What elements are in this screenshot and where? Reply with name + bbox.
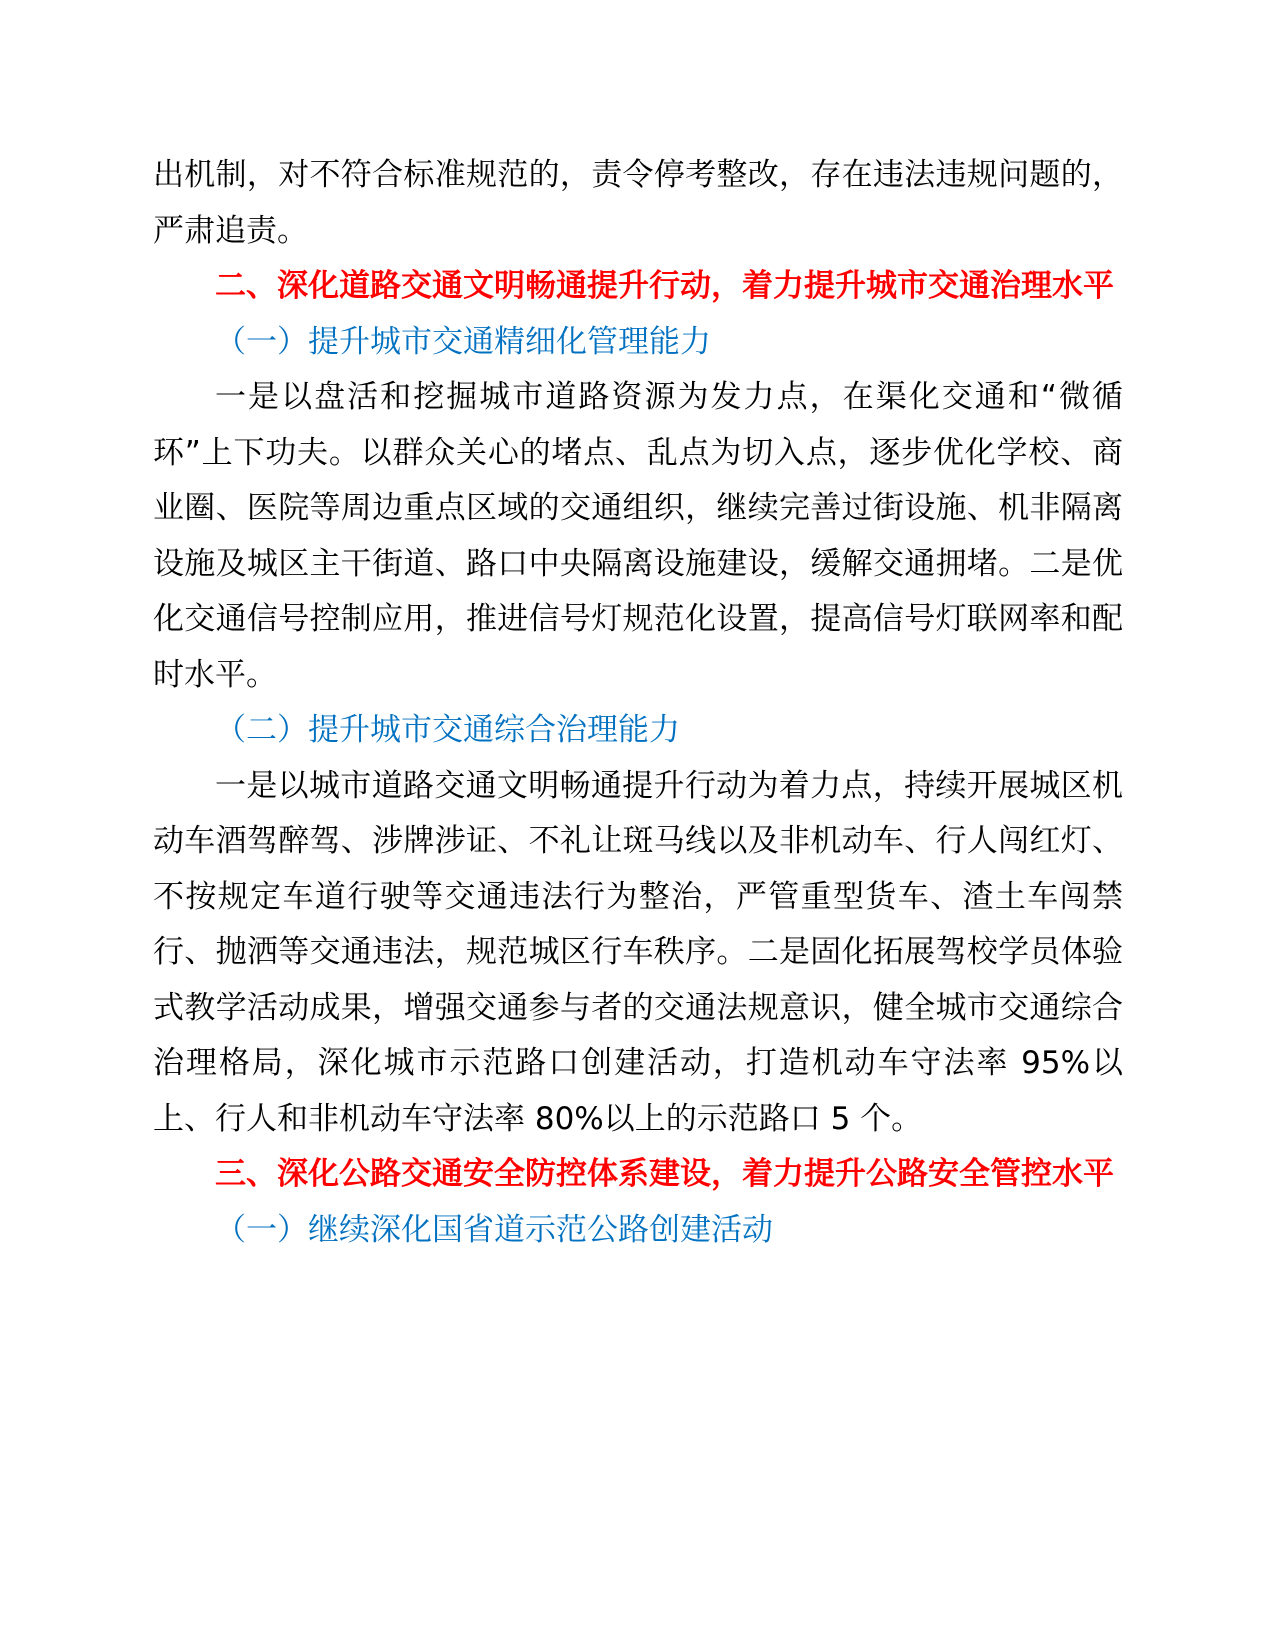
section-heading-3: 三、深化公路交通安全防控体系建设，着力提升公路安全管控水平 (215, 1156, 1114, 1192)
document-page (153, 148, 1123, 1258)
body-paragraph: 一是以盘活和挖掘城市道路资源为发力点，在渠化交通和“微循环”上下功夫。以群众关心的堵点、乱点为切入点，逐步优化学校、商业圈、医院等周边重点区域的交通组织，继续完善过街设施、机非隔离设施及城区主干街道、路口中央隔离设施建设，缓解交通拥堵。二是优化交通信号控制应用，推进信号灯规范化设置，提高信号灯联网率和配时水平。 (153, 379, 1123, 693)
body-paragraph: 一是以城市道路交通文明畅通提升行动为着力点，持续开展城区机动车酒驾醉驾、涉牌涉证、不礼让斑马线以及非机动车、行人闯红灯、不按规定车道行驶等交通违法行为整治，严管重型货车、渣土车闯禁行、抛洒等交通违法，规范城区行车秩序。二是固化拓展驾校学员体验式教学活动成果，增强交通参与者的交通法规意识，健全城市交通综合治理格局，深化城市示范路口创建活动，打造机动车守法率 95%以上、行人和非机动车守法率 80%以上的示范路口 5 个。 (153, 767, 1123, 1137)
subsection-heading-2-1: （一）提升城市交通精细化管理能力 (215, 323, 711, 360)
subsection-heading-3-1: （一）继续深化国省道示范公路创建活动 (215, 1211, 773, 1248)
body-paragraph: 出机制，对不符合标准规范的，责令停考整改，存在违法违规问题的，严肃追责。 (153, 157, 1123, 249)
subsection-heading-2-2: （二）提升城市交通综合治理能力 (215, 712, 680, 748)
section-heading-2: 二、深化道路交通文明畅通提升行动，着力提升城市交通治理水平 (215, 268, 1114, 304)
